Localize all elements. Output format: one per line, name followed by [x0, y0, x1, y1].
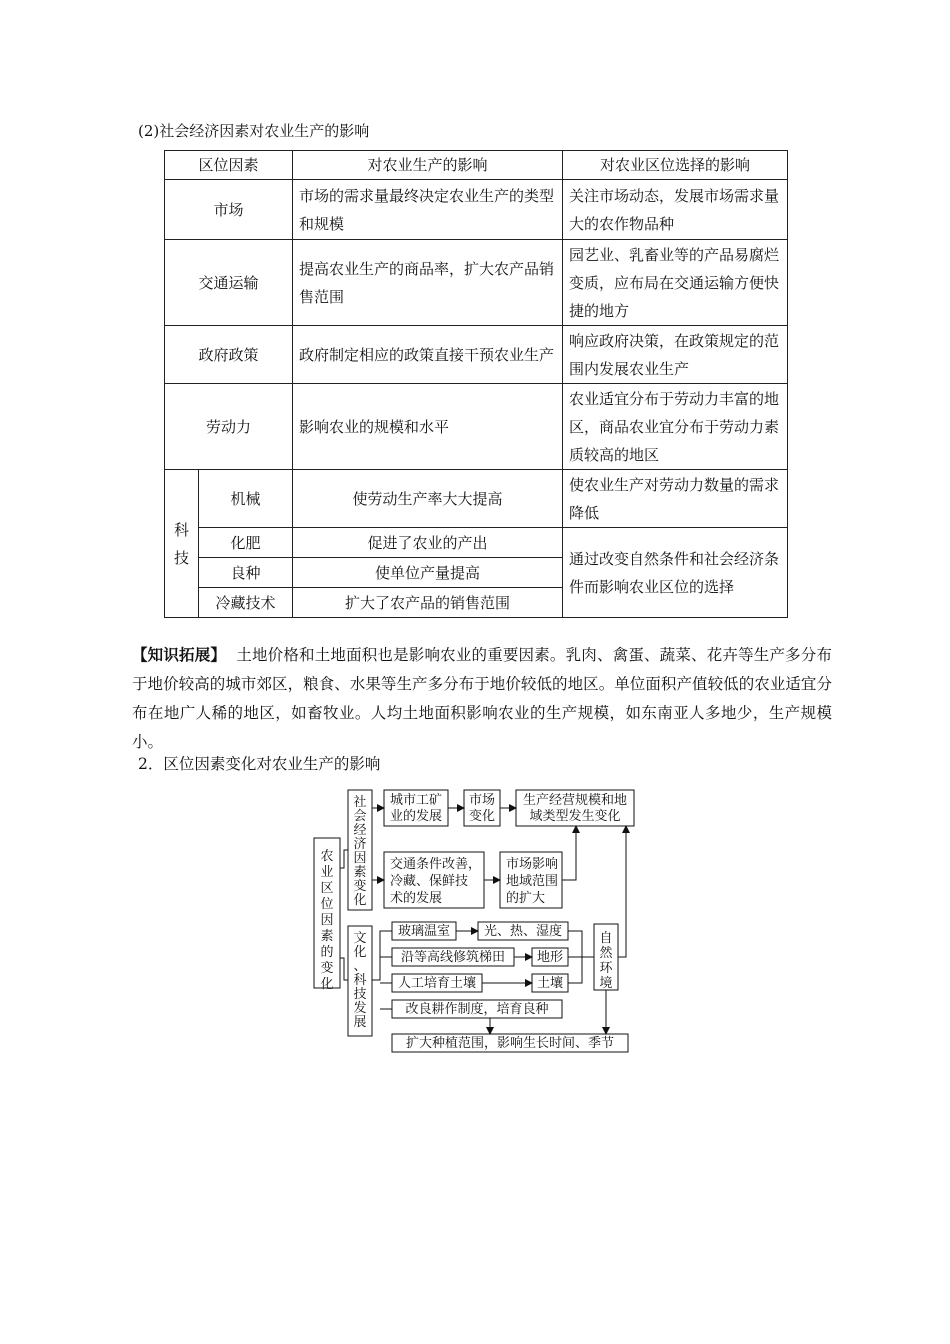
extension-tag: 【知识拓展】	[132, 645, 227, 664]
choice-cell: 园艺业、乳畜业等的产品易腐烂变质，应布局在交通运输方便快捷的地方	[563, 240, 788, 326]
market-change-label: 市场	[468, 793, 496, 808]
market-expand-label: 市场影响	[506, 857, 559, 872]
socio-label: 因	[353, 851, 367, 866]
improve-label: 改良耕作制度，培育良种	[405, 1002, 549, 1017]
tech-group-cell	[165, 470, 199, 618]
expand-label: 扩大种植范围，影响生长时间、季节	[405, 1036, 615, 1051]
root-label: 农	[320, 849, 334, 864]
socio-label: 社	[353, 795, 367, 810]
culture-label: 技	[353, 987, 367, 1002]
table-row	[165, 470, 788, 528]
table-row	[165, 180, 788, 240]
root-label: 区	[320, 881, 334, 896]
factor-cell: 冷藏技术	[199, 588, 293, 618]
factor-cell: 良种	[199, 558, 293, 588]
factor-cell: 化肥	[199, 528, 293, 558]
root-label: 素	[320, 929, 334, 944]
market-change-label: 变化	[468, 809, 496, 824]
light-label: 光、热、湿度	[483, 924, 563, 939]
scale-label: 生产经营规模和地	[522, 793, 628, 808]
culture-label: 展	[353, 1015, 367, 1030]
transport-label: 冷藏、保鲜技	[390, 874, 469, 889]
choice-cell: 使农业生产对劳动力数量的需求降低	[563, 470, 788, 528]
root-label: 化	[320, 977, 334, 992]
factor-cell: 劳动力	[165, 384, 293, 470]
soil-art-label: 人工培育土壤	[397, 976, 477, 991]
soil-label: 土壤	[536, 976, 564, 991]
nature-label: 境	[599, 976, 613, 991]
effect-cell: 市场的需求量最终决定农业生产的类型和规模	[293, 180, 563, 240]
factor-cell: 机械	[199, 470, 293, 528]
socio-label: 经	[353, 823, 367, 838]
knowledge-extension	[132, 640, 832, 757]
nature-label: 然	[599, 946, 613, 961]
choice-cell-shared: 通过改变自然条件和社会经济条件而影响农业区位的选择	[563, 528, 788, 618]
subtitle-2: 2．区位因素变化对农业生产的影响	[138, 755, 381, 773]
table-row	[165, 528, 788, 558]
tech-group-label: 科技	[173, 520, 189, 567]
glass-label: 玻璃温室	[397, 924, 451, 939]
factor-cell: 交通运输	[165, 240, 293, 326]
nature-label: 环	[599, 961, 613, 976]
effect-cell: 提高农业生产的商品率，扩大农产品销售范围	[293, 240, 563, 326]
factor-cell: 市场	[165, 180, 293, 240]
culture-label: 发	[353, 1001, 367, 1016]
transport-label: 术的发展	[390, 891, 443, 906]
culture-label: 、	[353, 959, 367, 974]
choice-cell: 响应政府决策，在政策规定的范围内发展农业生产	[563, 326, 788, 384]
culture-label: 科	[353, 973, 367, 988]
table-row	[165, 326, 788, 384]
city-label: 城市工矿	[389, 793, 443, 808]
root-label: 业	[320, 865, 334, 880]
table-row	[165, 384, 788, 470]
terrain-label: 地形	[536, 950, 564, 965]
extension-text: 土地价格和土地面积也是影响农业的重要因素。乳肉、禽蛋、蔬菜、花卉等生产多分布于地价较高的城市郊区，粮食、水果等生产多分布于地价较低的地区。单位面积产值较低的农业适宜分布在地广人稀的地区，如畜牧业。人均土地面积影响农业的生产规模，如东南亚人多地少，生产规模小。	[132, 646, 832, 751]
effect-cell: 政府制定相应的政策直接干预农业生产	[293, 326, 563, 384]
header-effect: 对农业生产的影响	[293, 151, 563, 180]
scale-label: 域类型发生变化	[529, 809, 621, 824]
nature-label: 自	[599, 931, 613, 946]
root-label: 因	[320, 913, 334, 928]
choice-cell: 关注市场动态，发展市场需求量大的农作物品种	[563, 180, 788, 240]
root-label: 变	[320, 961, 334, 976]
socio-label: 素	[353, 865, 367, 880]
terrace-label: 沿等高线修筑梯田	[400, 950, 506, 965]
table-row	[165, 240, 788, 326]
market-expand-label: 的扩大	[506, 891, 546, 906]
effect-cell: 扩大了农产品的销售范围	[293, 588, 563, 618]
socio-label: 济	[353, 837, 367, 852]
root-label: 的	[320, 945, 334, 960]
root-label: 位	[320, 897, 334, 912]
factor-cell: 政府政策	[165, 326, 293, 384]
effect-cell: 影响农业的规模和水平	[293, 384, 563, 470]
socio-label: 会	[353, 809, 367, 824]
city-label: 业的发展	[389, 809, 443, 824]
factor-table	[164, 150, 788, 618]
section-title: (2)社会经济因素对农业生产的影响	[138, 122, 370, 140]
header-choice: 对农业区位选择的影响	[563, 151, 788, 180]
flow-diagram	[300, 780, 640, 1060]
socio-label: 化	[353, 893, 367, 908]
effect-cell: 使劳动生产率大大提高	[293, 470, 563, 528]
choice-cell: 农业适宜分布于劳动力丰富的地区，商品农业宜分布于劳动力素质较高的地区	[563, 384, 788, 470]
effect-cell: 使单位产量提高	[293, 558, 563, 588]
culture-label: 文	[353, 931, 367, 946]
culture-label: 化	[353, 945, 367, 960]
market-expand-label: 地域范围	[506, 874, 559, 889]
effect-cell: 促进了农业的产出	[293, 528, 563, 558]
socio-label: 变	[353, 879, 367, 894]
transport-label: 交通条件改善，	[390, 857, 482, 872]
header-factor: 区位因素	[165, 151, 293, 180]
table-header-row	[165, 151, 788, 180]
